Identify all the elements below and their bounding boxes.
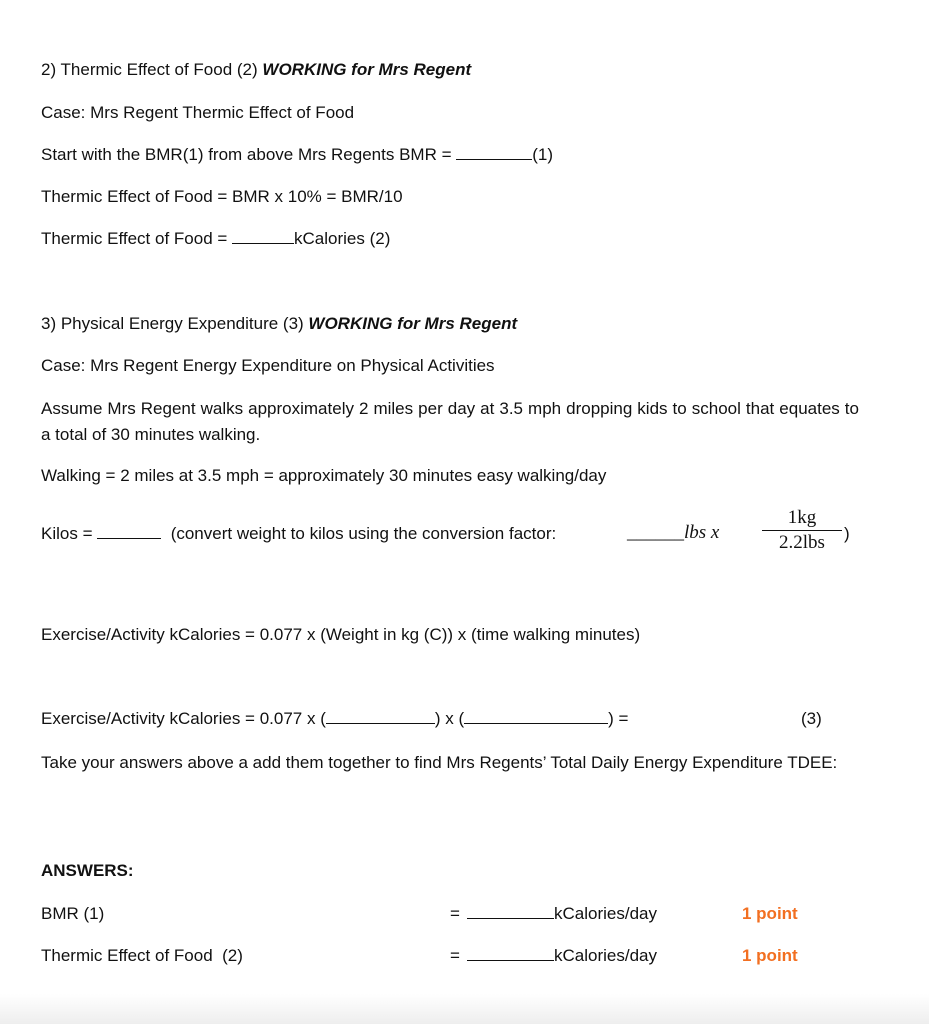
tdee-instruction: Take your answers above a add them together to find Mrs Regents’ Total Daily Energy Expenditure TDEE: (41, 753, 838, 772)
section-2-heading: 2) Thermic Effect of Food (2) WORKING for Mrs Regent (41, 60, 472, 79)
tef-result-line: Thermic Effect of Food = kCalories (2) (41, 229, 391, 248)
exercise-calc-ref: (3) (801, 709, 822, 728)
answer-label: Thermic Effect of Food (2) (41, 946, 243, 965)
bmr-blank[interactable] (456, 145, 532, 160)
answer-blank[interactable] (467, 904, 554, 919)
section-3-case: Case: Mrs Regent Energy Expenditure on Physical Activities (41, 356, 495, 375)
close-paren: ) (844, 524, 850, 543)
answer-unit-line: kCalories/day (467, 945, 657, 967)
section-3-heading-emphasis: WORKING for Mrs Regent (308, 314, 518, 333)
kilos-blank[interactable] (97, 524, 161, 539)
answer-label: BMR (1) (41, 904, 105, 923)
walking-line: Walking = 2 miles at 3.5 mph = approximately 30 minutes easy walking/day (41, 466, 607, 485)
answer-unit-line: kCalories/day (467, 903, 657, 925)
bmr-line: Start with the BMR(1) from above Mrs Regents BMR = (1) (41, 145, 553, 164)
conversion-fraction (762, 507, 842, 554)
weight-blank[interactable] (326, 709, 435, 724)
fraction-denominator: 2.2lbs (779, 532, 825, 553)
conversion-dashes: ______ (627, 522, 684, 543)
page-bottom-edge (0, 994, 929, 1024)
kilos-line: Kilos = (convert weight to kilos using the conversion factor: (41, 524, 557, 543)
fraction-bar (762, 530, 842, 531)
section-2-case: Case: Mrs Regent Thermic Effect of Food (41, 103, 355, 122)
tef-blank[interactable] (232, 229, 294, 244)
exercise-calc-line: Exercise/Activity kCalories = 0.077 x ( ) x ( ) = (41, 709, 629, 728)
time-blank[interactable] (464, 709, 608, 724)
answer-blank[interactable] (467, 946, 554, 961)
conversion-lbs: ______lbs x (627, 522, 720, 543)
answer-equals: = (450, 904, 460, 923)
answers-heading: ANSWERS: (41, 861, 134, 880)
assume-paragraph: Assume Mrs Regent walks approximately 2 miles per day at 3.5 mph dropping kids to school that equates to a total of 30 minutes walking. (41, 399, 859, 444)
section-2-heading-emphasis: WORKING for Mrs Regent (262, 60, 472, 79)
answer-equals: = (450, 946, 460, 965)
tef-formula: Thermic Effect of Food = BMR x 10% = BMR/10 (41, 187, 403, 206)
answer-points: 1 point (742, 946, 798, 965)
answer-points: 1 point (742, 904, 798, 923)
section-3-heading: 3) Physical Energy Expenditure (3) WORKING for Mrs Regent (41, 314, 518, 333)
fraction-numerator: 1kg (787, 507, 817, 528)
exercise-formula: Exercise/Activity kCalories = 0.077 x (Weight in kg (C)) x (time walking minutes) (41, 625, 641, 644)
